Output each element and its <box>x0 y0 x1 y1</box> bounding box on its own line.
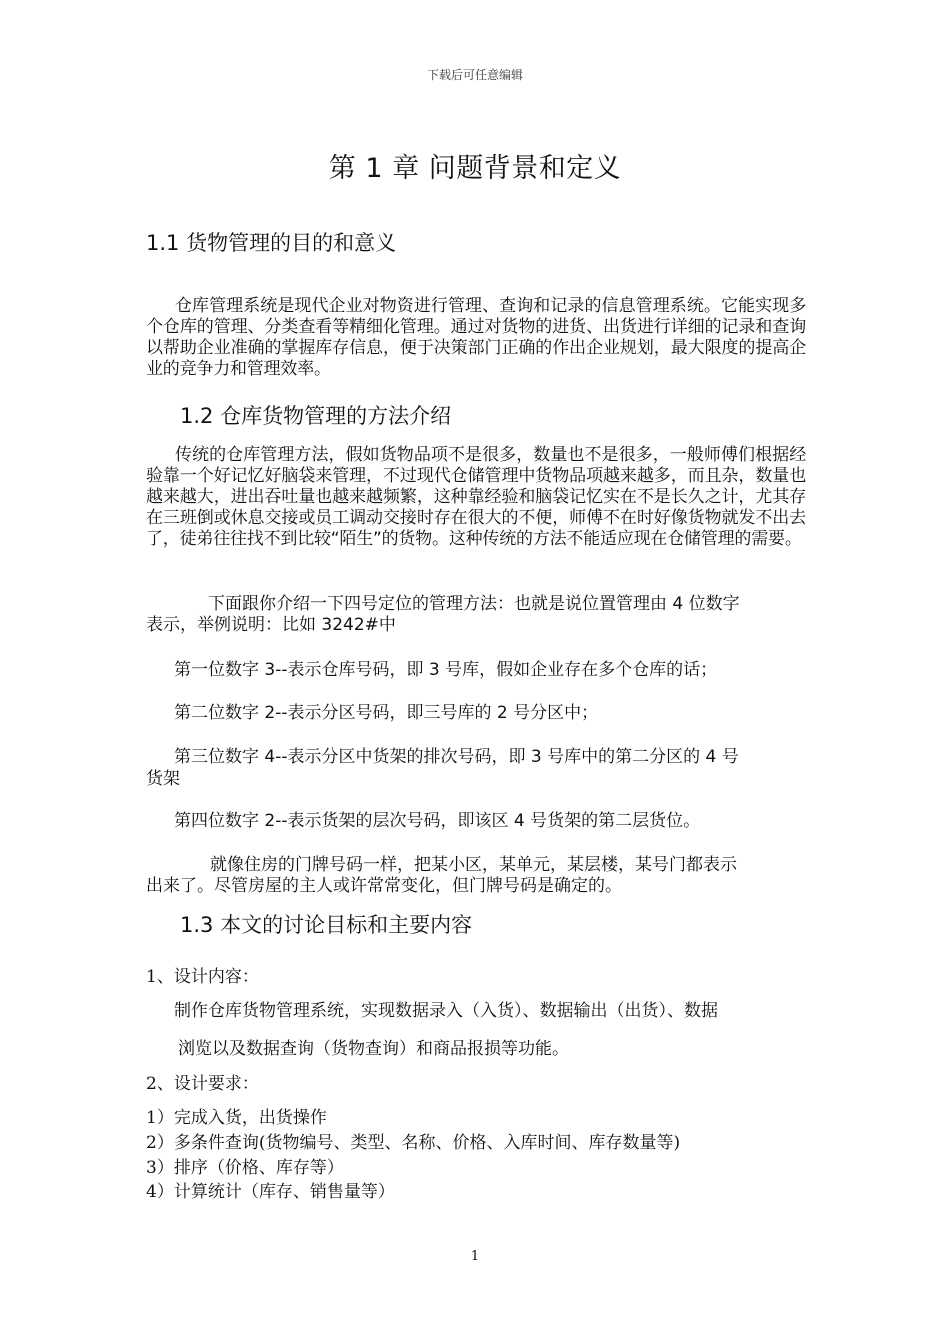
section-1-1-paragraph: 仓库管理系统是现代企业对物资进行管理、查询和记录的信息管理系统。它能实现多个仓库的管理、分类查看等精细化管理。通过对货物的进货、出货进行详细的记录和查询以帮助企业准确的掌握库存信息，便于决策部门正确的作出企业规划，最大限度的提高企业的竞争力和管理效率。 <box>146 296 806 379</box>
section-1-2-paragraph: 传统的仓库管理方法，假如货物品项不是很多，数量也不是很多，一般师傅们根据经验靠一个好记忆好脑袋来管理，不过现代仓储管理中货物品项越来越多，而且杂，数量也越来越大，进出吞吐量也越来越频繁，这种靠经验和脑袋记忆实在不是长久之计，尤其存在三班倒或休息交接或员工调动交接时存在很大的不便，师傅不在时好像货物就发不出去了，徒弟往往找不到比较“陌生”的货物。这种传统的方法不能适应现在仓储管理的需要。 <box>146 445 806 549</box>
house-number-analogy-line-1: 就像住房的门牌号码一样，把某小区，某单元，某层楼，某号门都表示 <box>210 855 737 875</box>
requirement-item: 1）完成入货，出货操作 <box>146 1108 327 1128</box>
requirement-item: 4）计算统计（库存、销售量等） <box>146 1182 395 1202</box>
section-1-2-heading: 1.2 仓库货物管理的方法介绍 <box>180 404 452 428</box>
page-header-note: 下载后可任意编辑 <box>426 68 523 82</box>
digit-3-description-line-1: 第三位数字 4--表示分区中货架的排次号码，即 3 号库中的第二分区的 4 号 <box>174 747 739 767</box>
four-digit-intro-line-1: 下面跟你介绍一下四号定位的管理方法：也就是说位置管理由 4 位数字 <box>208 594 740 614</box>
chapter-title: 第 1 章 问题背景和定义 <box>328 153 622 184</box>
digit-3-description-line-2: 货架 <box>146 769 180 789</box>
four-digit-intro-line-2: 表示，举例说明：比如 3242#中 <box>146 615 396 635</box>
section-1-3-heading: 1.3 本文的讨论目标和主要内容 <box>180 913 473 937</box>
design-content-label: 1、设计内容： <box>146 967 259 987</box>
design-content-line-2: 浏览以及数据查询（货物查询）和商品报损等功能。 <box>178 1039 569 1059</box>
design-content-line-1: 制作仓库货物管理系统，实现数据录入（入货）、数据输出（出货）、数据 <box>174 1001 718 1021</box>
requirement-item: 3）排序（价格、库存等） <box>146 1158 344 1178</box>
digit-2-description: 第二位数字 2--表示分区号码，即三号库的 2 号分区中； <box>174 703 599 723</box>
digit-1-description: 第一位数字 3--表示仓库号码，即 3 号库，假如企业存在多个仓库的话； <box>174 660 718 680</box>
page-number: 1 <box>470 1249 480 1264</box>
section-1-1-heading: 1.1 货物管理的目的和意义 <box>146 231 397 255</box>
design-requirements-label: 2、设计要求： <box>146 1074 259 1094</box>
house-number-analogy-line-2: 出来了。尽管房屋的主人或许常常变化，但门牌号码是确定的。 <box>146 876 622 896</box>
requirement-item: 2）多条件查询(货物编号、类型、名称、价格、入库时间、库存数量等) <box>146 1133 681 1153</box>
digit-4-description: 第四位数字 2--表示货架的层次号码，即该区 4 号货架的第二层货位。 <box>174 811 701 831</box>
